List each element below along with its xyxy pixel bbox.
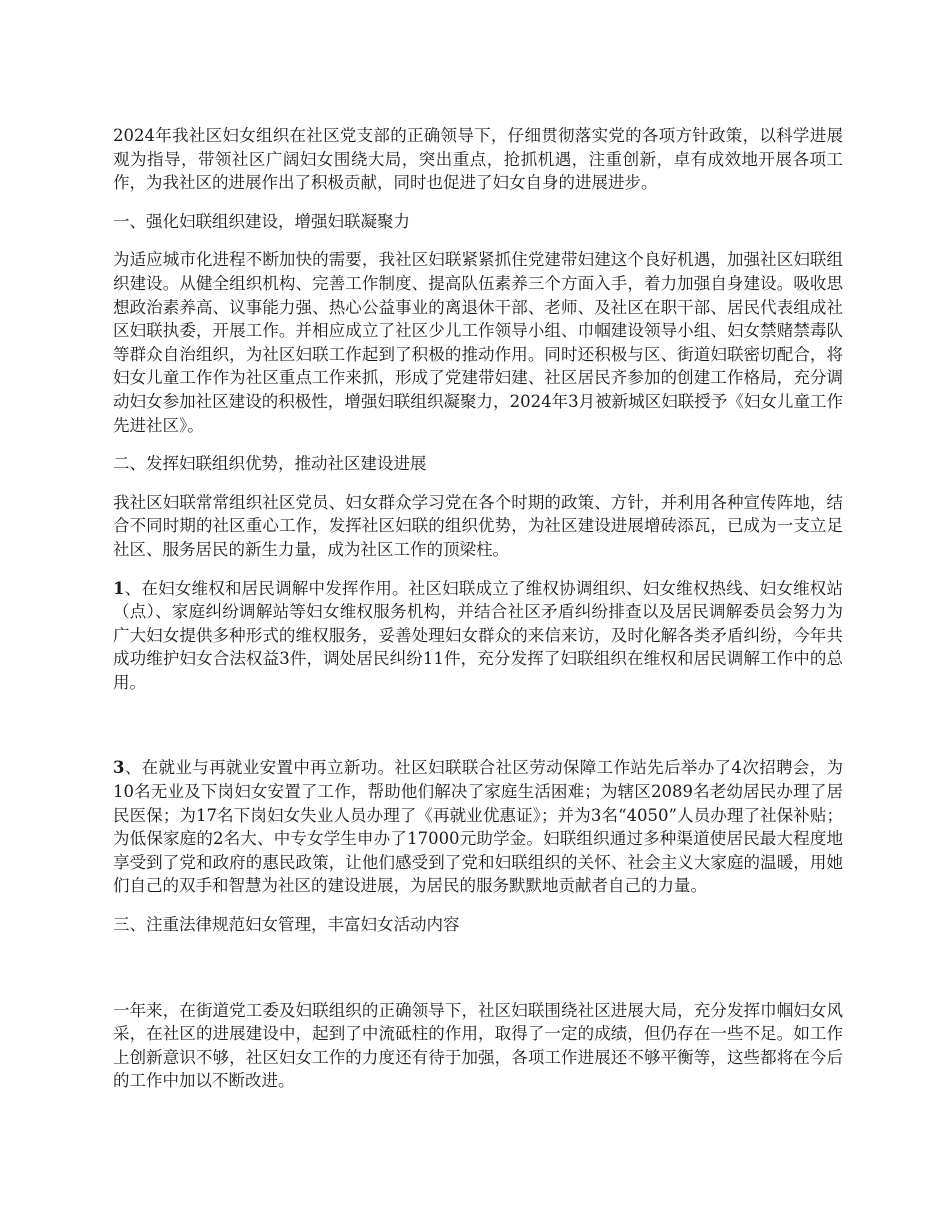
section-3-heading: 三、注重法律规范妇女管理，丰富妇女活动内容	[113, 915, 460, 935]
item-1-number: 1	[113, 578, 125, 598]
document-page	[113, 124, 843, 1093]
item-3-paragraph	[113, 756, 843, 898]
section-1-heading: 一、强化妇联组织建设，增强妇联凝聚力	[113, 211, 410, 231]
section-2-body: 我社区妇联常常组织社区党员、妇女群众学习党在各个时期的政策、方针，并利用各种宣传阵地，结合不同时期的社区重心工作，发挥社区妇联的组织优势，为社区建设进展增砖添瓦，已成为一支立足社区、服务居民的新生力量，成为社区工作的顶梁柱。	[113, 492, 843, 559]
item-3-number: 3	[113, 758, 125, 778]
section-1-body: 为适应城市化进程不断加快的需要，我社区妇联紧紧抓住党建带妇建这个良好机遇，加强社区妇联组织建设。从健全组织机构、完善工作制度、提高队伍素养三个方面入手，着力加强自身建设。吸收思想政治素养高、议事能力强、热心公益事业的离退休干部、老师、及社区在职干部、居民代表组成社区妇联执委，开展工作。并相应成立了社区少儿工作领导小组、巾帼建设领导小组、妇女禁赌禁毒队等群众自治组织，为社区妇联工作起到了积极的推动作用。同时还积极与区、街道妇联密切配合，将妇女儿童工作作为社区重点工作来抓，形成了党建带妇建、社区居民齐参加的创建工作格局，充分调动妇女参加社区建设的积极性，增强妇联组织凝聚力，2024年3月被新城区妇联授予《妇女儿童工作先进社区》。	[113, 250, 843, 435]
item-1-text: 、在妇女维权和居民调解中发挥作用。社区妇联成立了维权协调组织、妇女维权热线、妇女维权站（点）、家庭纠纷调解站等妇女维权服务机构，并结合社区矛盾纠纷排查以及居民调解委员会努力为广大妇女提供多种形式的维权服务，妥善处理妇女群众的来信来访，及时化解各类矛盾纠纷，今年共成功维护妇女合法权益3件，调处居民纠纷11件，充分发挥了妇联组织在维权和居民调解工作中的总用。	[113, 578, 843, 692]
intro-paragraph: 2024年我社区妇女组织在社区党支部的正确领导下，仔细贯彻落实党的各项方针政策，以科学进展观为指导，带领社区广阔妇女围绕大局，突出重点，抢抓机遇，注重创新，卓有成效地开展各项工作，为我社区的进展作出了积极贡献，同时也促进了妇女自身的进展进步。	[113, 126, 843, 193]
closing-paragraph: 一年来，在街道党工委及妇联组织的正确领导下，社区妇联围绕社区进展大局，充分发挥巾帼妇女风采，在社区的进展建设中，起到了中流砥柱的作用，取得了一定的成绩，但仍存在一些不足。如工作上创新意识不够，社区妇女工作的力度还有待于加强，各项工作进展还不够平衡等，这些都将在今后的工作中加以不断改进。	[113, 1000, 843, 1091]
item-1-paragraph	[113, 577, 843, 695]
section-2-heading: 二、发挥妇联组织优势，推动社区建设进展	[113, 454, 427, 474]
item-3-text: 、在就业与再就业安置中再立新功。社区妇联联合社区劳动保障工作站先后举办了4次招聘会，为10名无业及下岗妇女安置了工作，帮助他们解决了家庭生活困难；为辖区2089名老幼居民办理了居民医保；为17名下岗妇女失业人员办理了《再就业优惠证》；并为3名“4050”人员办理了社保补贴；为低保家庭的2名大、中专女学生申办了17000元助学金。妇联组织通过多种渠道使居民最大程度地享受到了党和政府的惠民政策，让他们感受到了党和妇联组织的关怀、社会主义大家庭的温暖，用她们自己的双手和智慧为社区的建设进展，为居民的服务默默地贡献者自己的力量。	[113, 758, 843, 896]
